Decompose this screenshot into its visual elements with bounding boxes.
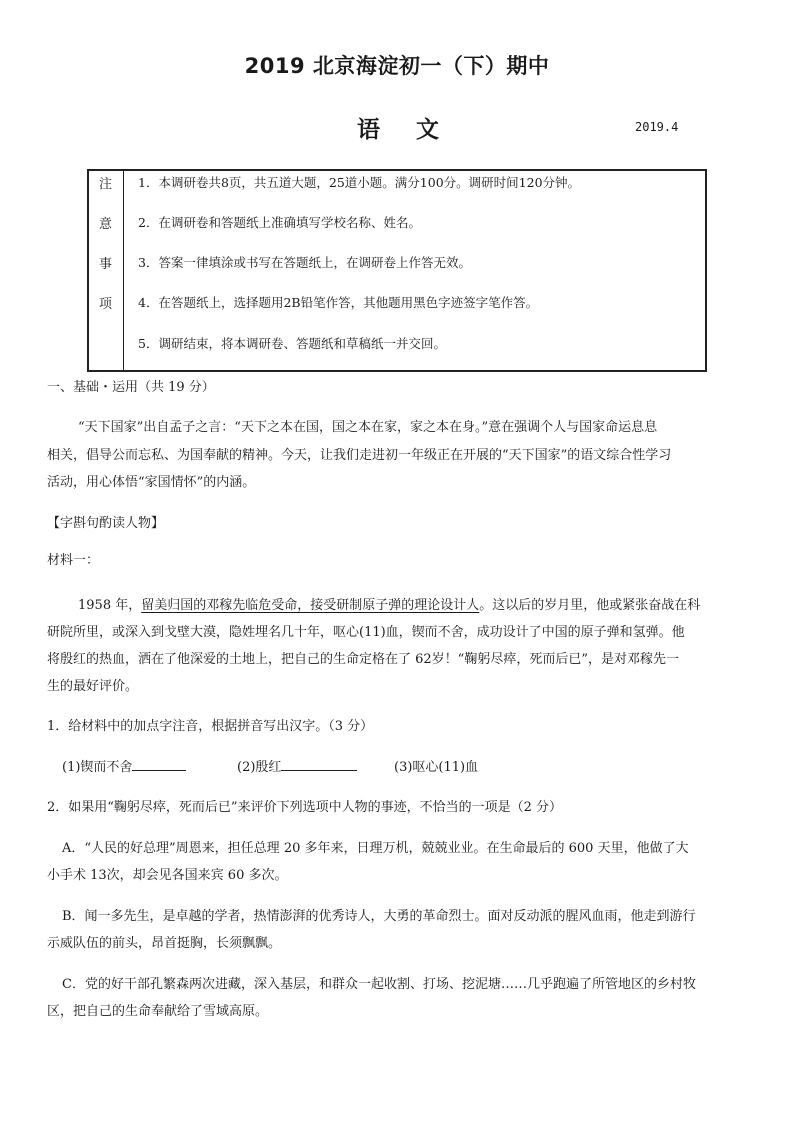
notice-side-char: 项 [99,297,113,312]
notice-item: 5．调研结束，将本调研卷、答题纸和草稿纸一并交回。 [138,336,446,351]
option-b-line: 示威队伍的前头，昂首挺胸，长须飘飘。 [47,936,282,951]
option-a-line: A．“人民的好总理”周恩来，担任总理 20 多年来，日理万机，兢兢业业。在生命最后的 600 天里，他做了大 [62,841,689,856]
notice-item: 2．在调研卷和答题纸上准确填写学校名称、姓名。 [138,215,421,230]
page-title: 2019 北京海淀初一（下）期中 [244,54,550,78]
section-heading: 一、基础・运用（共 19 分） [47,380,215,395]
material-label: 材料一： [47,553,100,568]
exam-date: 2019.4 [635,120,679,134]
option-b-line: B．闻一多先生，是卓越的学者，热情澎湃的优秀诗人，大勇的革命烈士。面对反动派的腥风血雨，他走到游行 [62,909,696,924]
notice-item: 4．在答题纸上，选择题用2B铅笔作答，其他题用黑色字迹签字笔作答。 [138,295,539,310]
question-1-item-3: (3)呕心(11)血 [394,760,479,775]
answer-blank[interactable] [281,758,357,771]
material-line: 生的最好评价。 [47,679,139,694]
question-1-item-2 [237,756,357,775]
notice-item: 3．答案一律填涂或书写在答题纸上，在调研卷上作答无效。 [138,255,471,270]
question-1-item-1 [62,756,186,775]
subject-title: 语文 [357,116,475,143]
notice-item: 1．本调研卷共8页，共五道大题，25道小题。满分100分。调研时间120分钟。 [138,175,581,190]
material-line: 研院所里，或深入到戈壁大漠，隐姓埋名几十年，呕心(11)血，锲而不舍，成功设计了中国的原子弹和氢弹。他 [47,625,685,640]
material-underlined-text: 留美归国的邓稼先临危受命，接受研制原子弹的理论设计人 [141,598,480,613]
notice-side-char: 注 [99,177,113,192]
material-line [78,594,700,613]
blank-label: (2)殷红 [237,760,282,775]
option-c-line: C．党的好干部孔繁森两次进藏，深入基层，和群众一起收割、打场、挖泥塘……几乎跑遍了所管地区的乡村牧 [62,977,696,992]
option-a-line: 小手术 13次，却会见各国来宾 60 多次。 [47,868,288,883]
intro-line: 相关，倡导公而忘私、为国奉献的精神。今天，让我们走进初一年级正在开展的“天下国家”的语文综合性学习 [47,448,672,463]
notice-divider [123,169,124,372]
option-c-line: 区，把自己的生命奉献给了雪域高原。 [47,1004,269,1019]
material-line: 将殷红的热血，洒在了他深爱的土地上，把自己的生命定格在了 62岁！“鞠躬尽瘁，死而后已”，是对邓稼先一 [47,652,679,667]
answer-blank[interactable] [132,758,186,771]
notice-side-char: 意 [99,217,113,232]
blank-label: (1)锲而不舍 [62,760,133,775]
sub-heading: 【字斟句酌读人物】 [47,516,165,531]
material-text: 。这以后的岁月里，他或紧张奋战在科 [479,598,701,613]
intro-line: “天下国家”出自孟子之言：“天下之本在国，国之本在家，家之本在身。”意在强调个人与国家命运息息 [78,420,658,435]
question-1-stem: 1．给材料中的加点字注音，根据拼音写出汉字。（3 分） [47,719,374,734]
notice-side-char: 事 [99,257,113,272]
material-year: 1958 年， [78,598,142,613]
question-2-stem: 2．如果用“鞠躬尽瘁，死而后已”来评价下列选项中人物的事迹，不恰当的一项是（2 分） [47,800,562,815]
intro-line: 活动，用心体悟“家国情怀”的内涵。 [47,475,256,490]
